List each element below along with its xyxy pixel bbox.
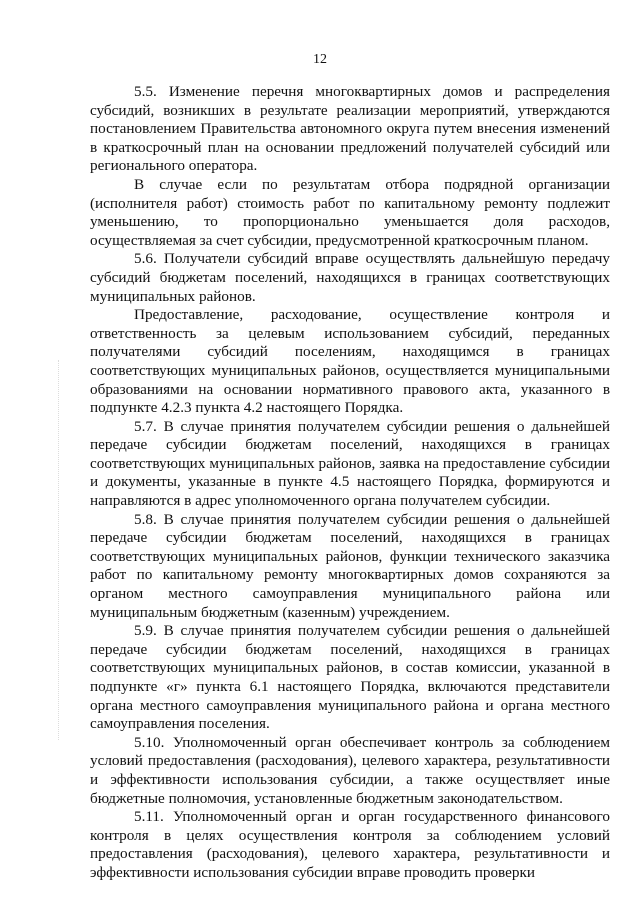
scan-margin-mark	[58, 360, 60, 740]
paragraph-5-8: 5.8. В случае принятия получателем субсидии решения о дальнейшей передаче субсидии бюджетам поселений, находящихся в границах соответствующих муниципальных районов, функции технического заказчика работ по капитальному ремонту многоквартирных домов сохраняются за органом местного самоуправления муниципального района или муниципальным бюджетным (казенным) учреждением.	[90, 510, 610, 621]
paragraph-5-5: 5.5. Изменение перечня многоквартирных домов и распределения субсидий, возникших в результате реализации мероприятий, утверждаются постановлением Правительства автономного округа путем внесения изменений в краткосрочный план на основании предложений получателей субсидий или регионального оператора.	[90, 83, 610, 175]
paragraph-5-9: 5.9. В случае принятия получателем субсидии решения о дальнейшей передаче субсидии бюджетам поселений, находящихся в границах соответствующих муниципальных районов, в состав комиссии, указанной в подпункте «г» пункта 6.1 настоящего Порядка, включаются представители органа местного самоуправления муниципального района и органа местного самоуправления поселения.	[90, 622, 610, 733]
paragraph-5-5-contractor-selection: В случае если по результатам отбора подрядной организации (исполнителя работ) стоимость работ по капитальному ремонту подлежит уменьшению, то пропорционально уменьшается доля расходов, осуществляемая за счет субсидии, предусмотренной краткосрочным планом.	[90, 175, 610, 249]
paragraph-5-6: 5.6. Получатели субсидий вправе осуществлять дальнейшую передачу субсидий бюджетам поселений, находящихся в границах соответствующих муниципальных районов.	[90, 250, 610, 305]
document-body	[90, 83, 610, 883]
page-number: 12	[313, 52, 327, 67]
paragraph-5-10: 5.10. Уполномоченный орган обеспечивает контроль за соблюдением условий предоставления (расходования), целевого характера, результативности и эффективности использования субсидии, а также осуществляет иные бюджетные полномочия, установленные бюджетным законодательством.	[90, 733, 610, 807]
paragraph-5-6-control: Предоставление, расходование, осуществление контроля и ответственность за целевым использованием субсидий, переданных получателями субсидий поселениям, находящимся в границах соответствующих муниципальных районов, осуществляется муниципальными образованиями на основании нормативного правового акта, указанного в подпункте 4.2.3 пункта 4.2 настоящего Порядка.	[90, 306, 610, 417]
paragraph-5-7: 5.7. В случае принятия получателем субсидии решения о дальнейшей передаче субсидии бюджетам поселений, находящихся в границах соответствующих муниципальных районов, заявка на предоставление субсидии и документы, указанные в пункте 4.5 настоящего Порядка, формируются и направляются в адрес уполномоченного органа получателем субсидии.	[90, 417, 610, 510]
paragraph-5-11: 5.11. Уполномоченный орган и орган государственного финансового контроля в целях осуществления контроля за соблюдением условий предоставления (расходования), целевого характера, результативности и эффективности использования субсидии вправе проводить проверки	[90, 808, 610, 881]
